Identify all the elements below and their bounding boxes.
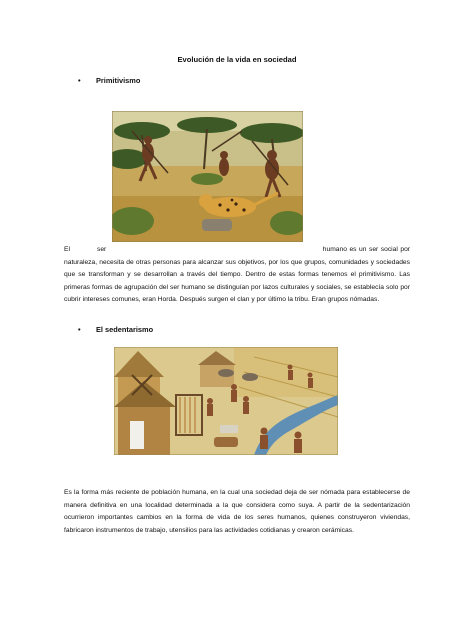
sedentary-village-illustration-icon bbox=[114, 347, 338, 455]
section-heading-label: El sedentarismo bbox=[96, 325, 154, 334]
prehistoric-hunters-illustration-icon bbox=[112, 111, 303, 242]
document-title: Evolución de la vida en sociedad bbox=[177, 55, 297, 64]
section-heading-sedentarismo bbox=[78, 325, 153, 334]
section-heading-label: Primitivismo bbox=[96, 76, 141, 85]
paragraph-body: humano es un ser social por naturaleza, necesita de otras personas para alcanzar sus objetivos, por los que grupos, comunidades y sociedades que se transforman y se desarrollan a través del tiempo. Dentro de estas formas tenemos el primitivismo. Las primeras formas de agrupación del ser humano se distinguían por lazos culturales y sociales, se establecía solo por cubrir intereses comunes, eran Horda. Después surgen el clan y por último la tribu. Eran grupos nómadas. bbox=[64, 246, 411, 304]
paragraph-first-word: El bbox=[64, 246, 70, 253]
prehistoric-hunters-image bbox=[112, 111, 303, 242]
primitivismo-paragraph bbox=[64, 244, 410, 307]
sedentarismo-paragraph: Es la forma más reciente de población humana, en la cual una sociedad deja de ser nómada para establecerse de manera definitiva en una localidad determinada a la que considera como suya. A partir de la sedentarización ocurrieron importantes cambios en la forma de vida de los seres humanos, quienes construyeron viviendas, fabricaron instrumentos de trabajo, utensilios para las actividades cotidianas y crearon cerámicas. bbox=[64, 489, 410, 534]
bullet-icon: • bbox=[78, 325, 81, 334]
paragraph-second-word: ser bbox=[96, 246, 107, 253]
sedentary-village-image bbox=[114, 347, 338, 455]
section-heading-primitivismo bbox=[78, 76, 140, 85]
bullet-icon: • bbox=[78, 76, 81, 85]
